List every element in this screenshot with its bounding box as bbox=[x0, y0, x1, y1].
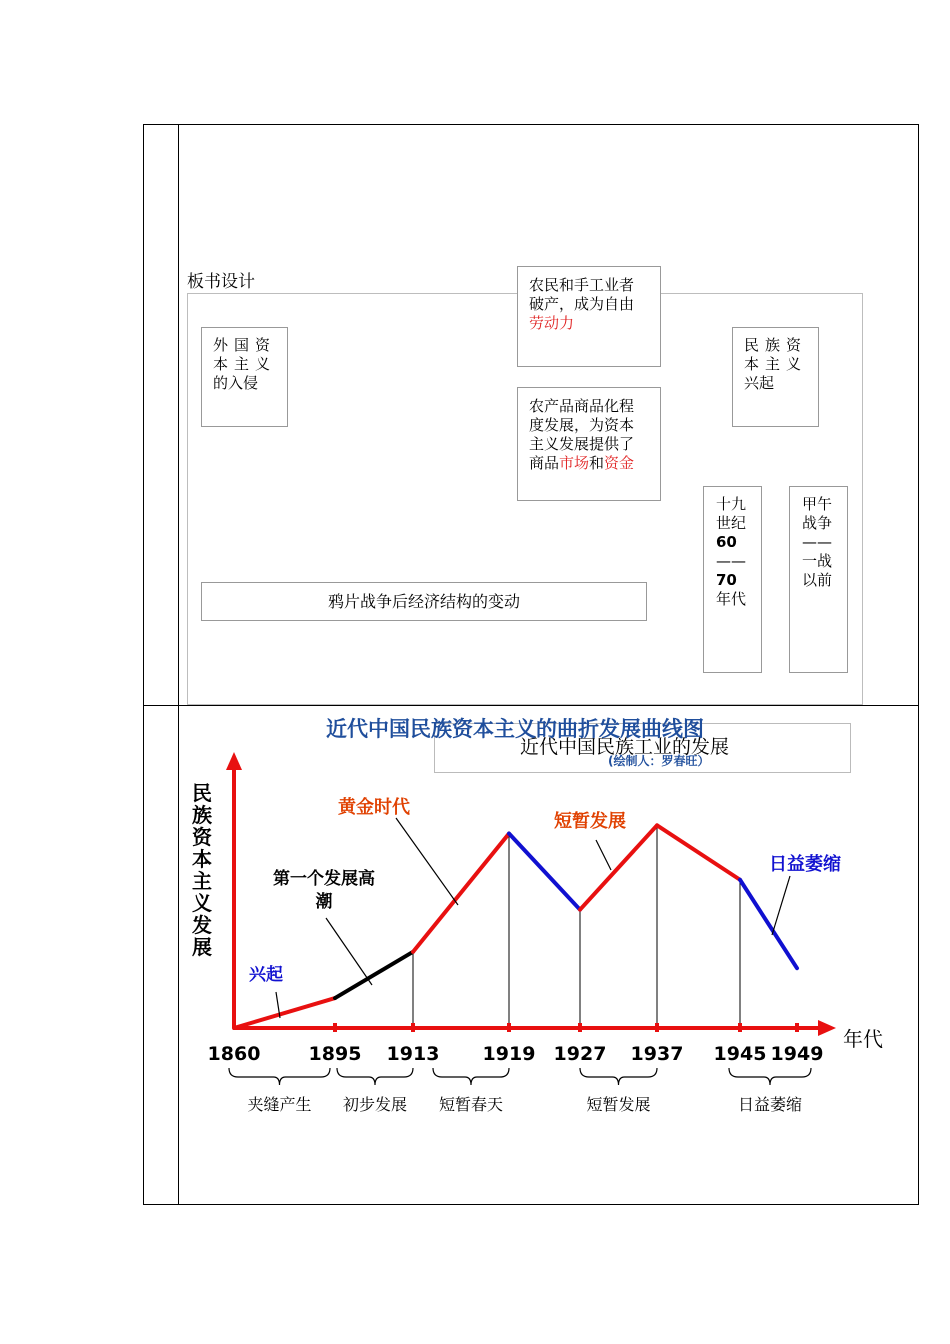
period2-line-1: 甲午 bbox=[802, 495, 833, 513]
curve-segment-1895-1913 bbox=[335, 952, 413, 998]
agri-market: 市场 bbox=[559, 454, 590, 472]
period2-line-4: 一战 bbox=[802, 552, 833, 570]
agri-pre: 商品 bbox=[529, 454, 560, 472]
brace-2 bbox=[337, 1068, 413, 1085]
tick-mark-1937 bbox=[655, 1023, 659, 1032]
period1-line-5: 70 bbox=[716, 571, 737, 589]
foreign-line-2: 本主义 bbox=[213, 355, 277, 373]
agri-line-2: 度发展，为资本 bbox=[529, 416, 635, 434]
chart-inner-title: 近代中国民族工业的发展 bbox=[520, 736, 730, 758]
curve-segment-1913-1919 bbox=[413, 834, 509, 952]
stage-golden-age: 黄金时代 bbox=[338, 797, 410, 818]
period1-line-1: 十九 bbox=[716, 495, 747, 513]
period-label-3: 短暂春天 bbox=[438, 1095, 504, 1114]
pointer-line-5 bbox=[772, 876, 790, 935]
tick-mark-1927 bbox=[578, 1023, 582, 1032]
period2-line-3: —— bbox=[802, 533, 832, 551]
year-label-1919: 1919 bbox=[482, 1043, 536, 1065]
chart-braces bbox=[229, 1068, 811, 1114]
period1-line-4: —— bbox=[716, 552, 746, 570]
year-label-1937: 1937 bbox=[630, 1043, 684, 1065]
stage-short-growth: 短暂发展 bbox=[554, 811, 626, 832]
year-label-1949: 1949 bbox=[770, 1043, 824, 1065]
brace-5 bbox=[729, 1068, 811, 1085]
stage-decline: 日益萎缩 bbox=[769, 854, 841, 875]
year-label-1895: 1895 bbox=[308, 1043, 362, 1065]
period2-line-2: 战争 bbox=[802, 514, 833, 532]
curve-segment-1945-1949 bbox=[740, 880, 797, 968]
period1-line-3: 60 bbox=[716, 533, 737, 551]
agri-line-3: 主义发展提供了 bbox=[529, 435, 635, 453]
period-label-4: 短暂发展 bbox=[586, 1095, 651, 1114]
peasant-line-2: 破产，成为自由 bbox=[529, 295, 635, 313]
curve-segment-1927-1937 bbox=[580, 825, 657, 909]
peasant-line-1: 农民和手工业者 bbox=[529, 276, 635, 294]
agri-capital: 资金 bbox=[604, 454, 635, 472]
national-line-1: 民族资 bbox=[744, 336, 808, 354]
year-label-1913: 1913 bbox=[386, 1043, 440, 1065]
board-heading: 板书设计 bbox=[187, 272, 255, 292]
national-line-2: 本主义 bbox=[744, 355, 808, 373]
period-label-5: 日益萎缩 bbox=[737, 1095, 803, 1114]
tick-mark-1919 bbox=[507, 1023, 511, 1032]
curve-segment-1937-1945 bbox=[657, 825, 740, 879]
curve-segment-1919-1927 bbox=[509, 834, 580, 910]
tick-mark-1949 bbox=[795, 1023, 799, 1032]
pointer-line-4 bbox=[596, 840, 611, 870]
agri-and: 和 bbox=[589, 454, 605, 472]
pointer-line-3 bbox=[396, 818, 458, 905]
national-line-3: 兴起 bbox=[744, 374, 775, 392]
chart-marks bbox=[234, 818, 797, 1028]
foreign-line-3: 的入侵 bbox=[213, 374, 259, 392]
brace-1 bbox=[229, 1068, 330, 1085]
peasant-highlight: 劳动力 bbox=[529, 314, 575, 332]
tick-mark-1913 bbox=[411, 1023, 415, 1032]
year-label-1945: 1945 bbox=[713, 1043, 767, 1065]
x-axis-arrow bbox=[818, 1020, 836, 1036]
period-label-1: 夹缝产生 bbox=[247, 1095, 312, 1114]
tick-mark-1895 bbox=[333, 1023, 337, 1032]
chart-ylabel: 民族资本主义发展 bbox=[192, 781, 212, 959]
period-label-2: 初步发展 bbox=[342, 1095, 408, 1114]
chart-xlabel: 年代 bbox=[843, 1027, 883, 1051]
year-label-1927: 1927 bbox=[553, 1043, 607, 1065]
period1-line-6: 年代 bbox=[716, 590, 747, 608]
agri-line-1: 农产品商品化程 bbox=[529, 397, 635, 415]
chart-author: (绘制人：罗春旺） bbox=[608, 754, 710, 768]
tick-mark-1945 bbox=[738, 1023, 742, 1032]
chart-axes bbox=[226, 752, 836, 1036]
pointer-line-2 bbox=[326, 918, 372, 985]
curve-segment-1860-1895 bbox=[234, 998, 335, 1028]
period2-line-5: 以前 bbox=[802, 571, 833, 589]
stage-first-boom: 第一个发展高潮 bbox=[273, 869, 375, 912]
y-axis-arrow bbox=[226, 752, 242, 770]
period1-line-2: 世纪 bbox=[716, 514, 747, 532]
stage-rise: 兴起 bbox=[249, 965, 283, 985]
year-label-1860: 1860 bbox=[207, 1043, 261, 1065]
foreign-line-1: 外国资 bbox=[213, 336, 277, 354]
brace-3 bbox=[433, 1068, 509, 1085]
brace-4 bbox=[580, 1068, 657, 1085]
summary-box: 鸦片战争后经济结构的变动 bbox=[201, 582, 647, 621]
chart-title: 近代中国民族资本主义的曲折发展曲线图 bbox=[326, 717, 704, 741]
